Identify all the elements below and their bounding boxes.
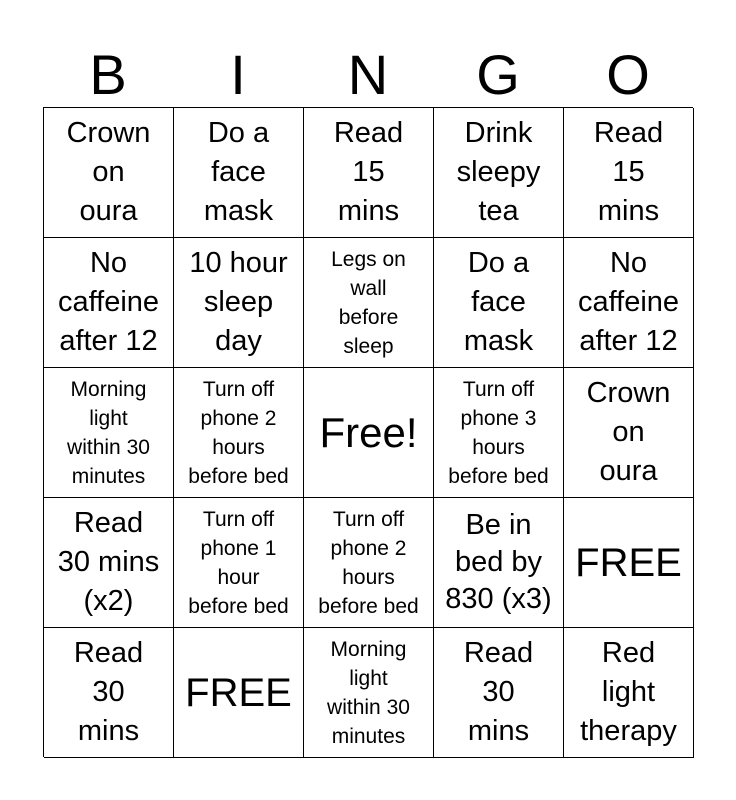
bingo-cell[interactable] (174, 498, 304, 628)
free-space-cell[interactable] (564, 498, 694, 628)
cell-text: Drink sleepy tea (456, 117, 541, 227)
bingo-cell[interactable] (44, 498, 174, 628)
cell-text: Morning light within 30 minutes (67, 377, 150, 488)
cell-text: 10 hour sleep day (189, 247, 288, 357)
free-space-cell[interactable] (304, 368, 434, 498)
free-space-cell[interactable] (174, 628, 304, 758)
bingo-cell[interactable] (174, 368, 304, 498)
cell-text: Do a face mask (203, 117, 274, 227)
cell-text: Turn off phone 2 hours before bed (188, 377, 289, 488)
bingo-cell[interactable] (174, 238, 304, 368)
bingo-cell[interactable] (434, 498, 564, 628)
cell-text: No caffeine after 12 (577, 247, 680, 357)
cell-text: Crown on oura (66, 117, 151, 227)
cell-text: Read 15 mins (333, 117, 404, 227)
bingo-cell[interactable] (304, 108, 434, 238)
cell-text: Read 30 mins (463, 637, 534, 747)
cell-text: FREE (185, 670, 292, 715)
cell-text: Free! (319, 408, 418, 456)
cell-text: Be in bed by 830 (x3) (445, 509, 552, 615)
cell-text: Do a face mask (463, 247, 534, 357)
bingo-cell[interactable] (44, 238, 174, 368)
bingo-board (43, 107, 693, 757)
bingo-cell[interactable] (44, 628, 174, 758)
header-letter-g: G (476, 43, 520, 106)
cell-text: Read 15 mins (593, 117, 664, 227)
cell-text: Red light therapy (580, 637, 677, 747)
bingo-cell[interactable] (304, 628, 434, 758)
bingo-cell[interactable] (434, 368, 564, 498)
cell-text: Morning light within 30 minutes (327, 637, 410, 748)
bingo-header (43, 42, 693, 108)
header-letter-n: N (347, 43, 389, 106)
cell-text: Crown on oura (586, 377, 671, 487)
header-letter-o: O (606, 43, 650, 106)
cell-text: Turn off phone 2 hours before bed (318, 507, 419, 618)
cell-text: Legs on wall before sleep (331, 247, 406, 358)
bingo-cell[interactable] (304, 498, 434, 628)
bingo-cell[interactable] (304, 238, 434, 368)
bingo-cell[interactable] (434, 238, 564, 368)
bingo-cell[interactable] (434, 108, 564, 238)
bingo-cell[interactable] (44, 108, 174, 238)
bingo-cell[interactable] (564, 368, 694, 498)
bingo-cell[interactable] (564, 108, 694, 238)
header-letter-b: B (89, 43, 127, 106)
bingo-cell[interactable] (434, 628, 564, 758)
cell-text: FREE (575, 540, 682, 585)
bingo-cell[interactable] (174, 108, 304, 238)
bingo-cell[interactable] (44, 368, 174, 498)
cell-text: Read 30 mins (x2) (57, 507, 160, 617)
bingo-cell[interactable] (564, 238, 694, 368)
cell-text: Turn off phone 1 hour before bed (188, 507, 289, 618)
cell-text: No caffeine after 12 (57, 247, 160, 357)
cell-text: Turn off phone 3 hours before bed (448, 377, 549, 488)
bingo-cell[interactable] (564, 628, 694, 758)
cell-text: Read 30 mins (73, 637, 144, 747)
header-letter-i: I (230, 43, 246, 106)
